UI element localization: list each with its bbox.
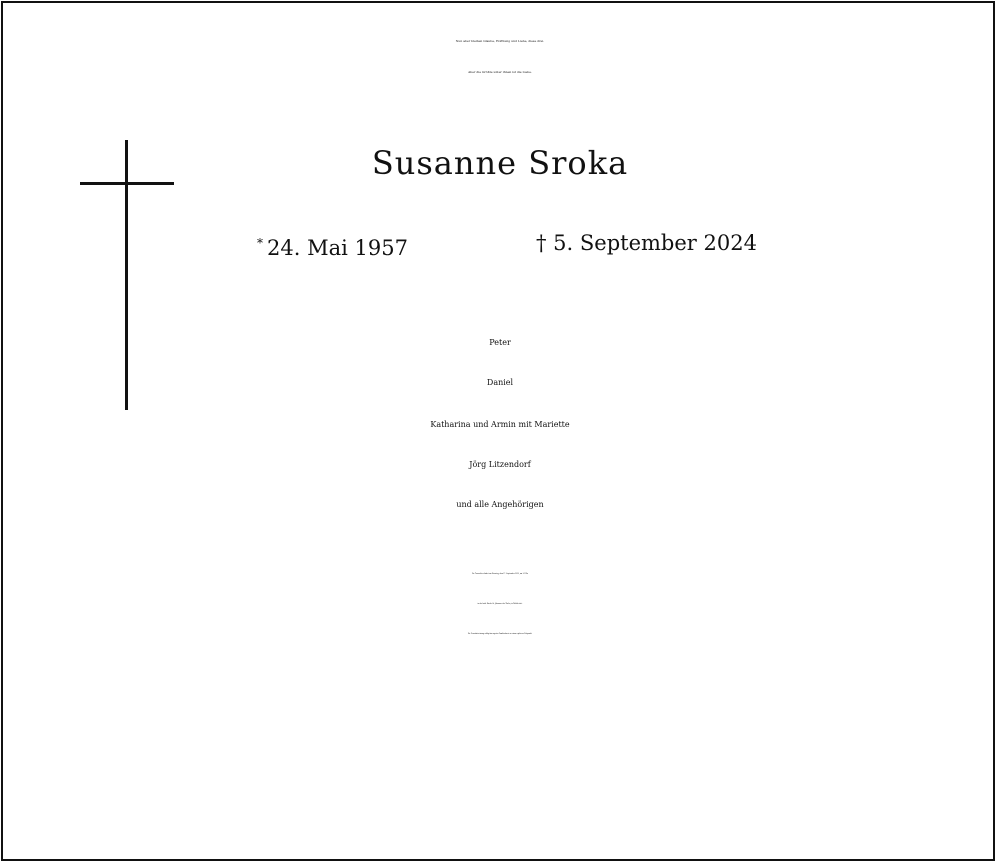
ceremony-line-2: in der kath. Kirche St. Johannes der Täufer, in Walluf statt. [477, 604, 523, 605]
mourner-name: und alle Angehörigen [456, 500, 544, 509]
ceremony-line-1: Die Trauerfeier findet am Dienstag, dem 17. September 2024, um 14 Uhr [471, 574, 529, 575]
birth-date [257, 230, 408, 261]
verse-line-2: Aber die Größte unter ihnen ist die Liebe. [468, 70, 532, 74]
mourner-name: Daniel [486, 378, 514, 387]
donation-line-2 [0, 792, 1000, 818]
verse-source [0, 88, 1000, 106]
ceremony-line-3: Die Urnenbeisetzung erfolgt im engsten Familienkreis zu einem späteren Zeitpunkt. [467, 634, 533, 635]
birth-symbol: * [257, 236, 263, 250]
maiden-name [0, 196, 1000, 220]
verse-line-1: Nun aber bleiben Glaube, Hoffnung und Liebe, diese drei. [455, 39, 545, 43]
mourner-name: Jörg Litzendorf [469, 460, 531, 469]
address-label [0, 682, 1000, 706]
birth-date-text: 24. Mai 1957 [267, 236, 408, 260]
mourner-name: Peter [489, 338, 511, 347]
mourner-name: Katharina und Armin mit Mariette [430, 420, 570, 429]
death-date: † 5. September 2024 [536, 231, 757, 255]
iban [0, 818, 1000, 844]
address-value [0, 708, 1000, 733]
donation-line-1 [0, 766, 1000, 792]
deceased-name: Susanne Sroka [371, 144, 629, 182]
remembrance-intro [0, 294, 1000, 318]
